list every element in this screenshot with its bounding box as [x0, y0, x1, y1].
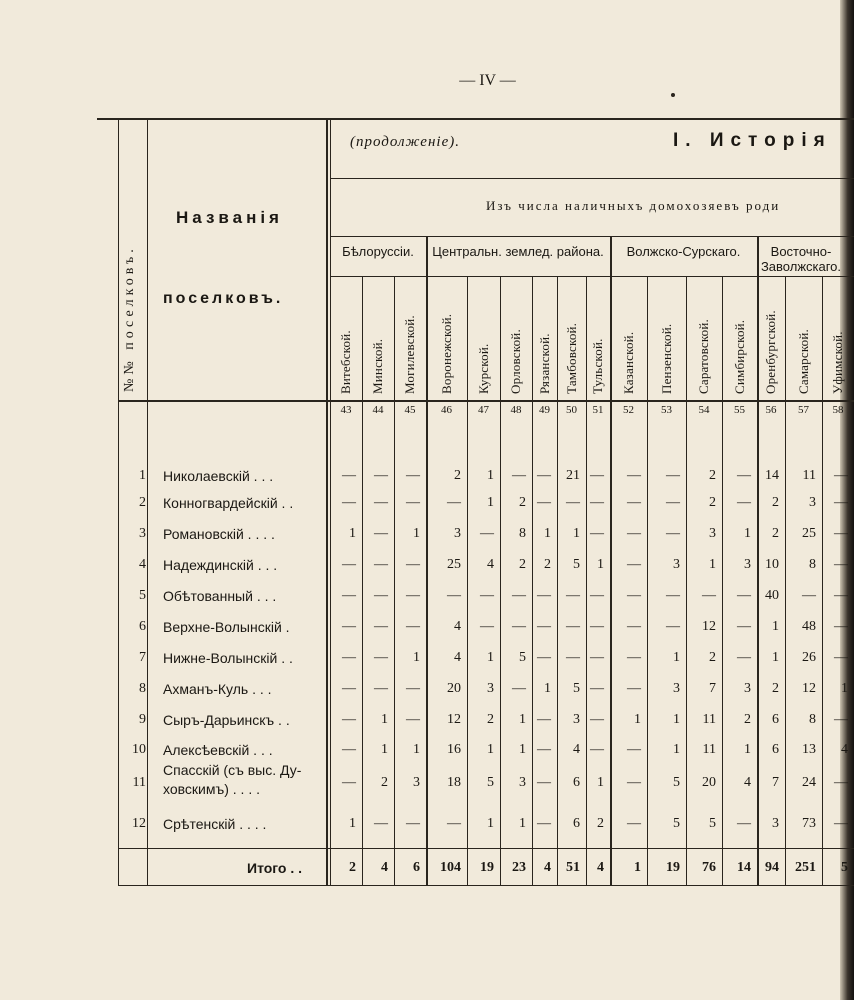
names-header-line2: поселковъ.: [163, 290, 284, 307]
table-cell: 8: [809, 712, 816, 727]
continued-label: (продолженіе).: [350, 134, 460, 150]
table-cell: —: [802, 588, 816, 603]
table-cell: —: [342, 495, 356, 510]
index-column-rule: [147, 118, 148, 885]
settlement-name: Нижне-Волынскій . .: [163, 650, 293, 666]
table-cell: 3: [709, 526, 716, 541]
province-column-header: Рязанской.: [536, 333, 552, 394]
table-cell: —: [737, 468, 751, 483]
table-cell: —: [342, 468, 356, 483]
total-cell: 51: [566, 860, 580, 875]
column-rule: [722, 276, 723, 885]
province-column-header: Саратовской.: [696, 319, 711, 394]
total-cell: 1: [634, 860, 641, 875]
subtitle: Изъ числа наличныхъ домохозяевъ роди: [486, 198, 781, 213]
table-cell: —: [537, 495, 551, 510]
row-index: 11: [132, 775, 146, 790]
table-cell: 6: [772, 742, 779, 757]
table-cell: 1: [487, 742, 494, 757]
table-cell: —: [627, 650, 641, 665]
table-cell: —: [480, 526, 494, 541]
table-cell: 1: [413, 650, 420, 665]
settlement-name-cont: ховскимъ) . . . .: [163, 781, 261, 797]
table-cell: 3: [573, 712, 580, 727]
table-cell: —: [406, 468, 420, 483]
table-cell: 26: [802, 650, 816, 665]
table-cell: —: [447, 495, 461, 510]
row-index: 7: [139, 650, 146, 665]
settlement-name: Верхне-Волынскій .: [163, 619, 290, 635]
table-cell: —: [406, 557, 420, 572]
table-cell: 20: [447, 681, 461, 696]
table-cell: —: [537, 650, 551, 665]
names-column-rule: [326, 118, 328, 885]
total-cell: 104: [440, 860, 461, 875]
column-number: 44: [372, 404, 384, 416]
page-number: — IV —: [459, 72, 516, 89]
table-cell: —: [834, 712, 848, 727]
table-cell: —: [374, 495, 388, 510]
table-cell: 5: [573, 681, 580, 696]
table-cell: 4: [487, 557, 494, 572]
column-number: 57: [798, 404, 809, 416]
table-bottom-rule: [118, 885, 854, 886]
column-rule: [362, 276, 363, 885]
table-cell: 73: [802, 816, 816, 831]
row-index: 10: [132, 742, 146, 757]
table-cell: 2: [772, 526, 779, 541]
table-cell: 20: [702, 775, 716, 790]
table-cell: —: [374, 526, 388, 541]
table-cell: 3: [519, 775, 526, 790]
table-cell: —: [537, 742, 551, 757]
table-cell: —: [374, 650, 388, 665]
total-cell: 19: [480, 860, 494, 875]
row-index: 3: [139, 526, 146, 541]
table-cell: —: [342, 775, 356, 790]
table-cell: —: [480, 619, 494, 634]
table-cell: —: [834, 526, 848, 541]
table-cell: —: [627, 557, 641, 572]
settlement-name: Алексѣевскій . . .: [163, 742, 273, 758]
table-cell: 25: [447, 557, 461, 572]
province-column-header: Витебской.: [338, 330, 353, 394]
table-cell: 1: [519, 712, 526, 727]
table-cell: 2: [597, 816, 604, 831]
settlement-name: Николаевскій . . .: [163, 468, 274, 484]
total-cell: 4: [544, 860, 551, 875]
table-cell: 1: [544, 526, 551, 541]
province-column-header: Оренбургской.: [763, 310, 778, 394]
table-cell: —: [512, 468, 526, 483]
table-cell: 1: [634, 712, 641, 727]
table-cell: —: [566, 650, 580, 665]
table-cell: 7: [772, 775, 779, 790]
table-cell: —: [627, 588, 641, 603]
table-cell: 10: [765, 557, 779, 572]
table-cell: —: [447, 816, 461, 831]
settlement-name: Сыръ-Дарьинскъ . .: [163, 712, 290, 728]
table-cell: 2: [709, 468, 716, 483]
table-cell: 1: [597, 557, 604, 572]
province-column-header: Уфимской.: [830, 331, 845, 394]
table-cell: —: [512, 619, 526, 634]
settlement-name: Романовскій . . . .: [163, 526, 275, 542]
table-cell: 4: [454, 619, 461, 634]
table-cell: 40: [765, 588, 779, 603]
table-cell: —: [537, 588, 551, 603]
total-cell: 4: [381, 860, 388, 875]
table-cell: 6: [573, 775, 580, 790]
row-index: 2: [139, 495, 146, 510]
table-cell: 1: [349, 816, 356, 831]
column-rule: [467, 276, 468, 885]
table-cell: —: [374, 588, 388, 603]
table-cell: —: [834, 468, 848, 483]
table-cell: 6: [772, 712, 779, 727]
region-group-header: Центральн. землед. района.: [432, 244, 604, 259]
table-cell: 1: [744, 526, 751, 541]
table-cell: —: [627, 495, 641, 510]
total-cell: 23: [512, 860, 526, 875]
table-cell: —: [537, 775, 551, 790]
table-cell: 3: [772, 816, 779, 831]
table-cell: 13: [802, 742, 816, 757]
table-cell: —: [590, 712, 604, 727]
table-cell: 1: [413, 742, 420, 757]
table-cell: —: [406, 712, 420, 727]
column-number: 46: [441, 404, 452, 416]
table-cell: 1: [519, 742, 526, 757]
total-cell: 6: [413, 860, 420, 875]
table-cell: —: [834, 619, 848, 634]
table-cell: —: [406, 816, 420, 831]
table-cell: —: [374, 468, 388, 483]
table-cell: 11: [802, 468, 816, 483]
table-cell: —: [590, 495, 604, 510]
table-cell: —: [834, 650, 848, 665]
table-cell: —: [590, 619, 604, 634]
table-cell: 4: [573, 742, 580, 757]
column-number: 49: [539, 404, 550, 416]
province-column-header: Пензенской.: [658, 323, 674, 394]
table-cell: 1: [413, 526, 420, 541]
table-cell: —: [737, 495, 751, 510]
table-cell: 25: [802, 526, 816, 541]
total-cell: 14: [737, 860, 751, 875]
total-cell: 251: [795, 860, 816, 875]
table-cell: 3: [413, 775, 420, 790]
table-cell: 3: [487, 681, 494, 696]
table-cell: —: [342, 742, 356, 757]
table-cell: 2: [772, 681, 779, 696]
row-index: 4: [139, 557, 146, 572]
table-cell: —: [342, 712, 356, 727]
table-cell: —: [374, 619, 388, 634]
table-cell: —: [566, 588, 580, 603]
table-cell: 2: [487, 712, 494, 727]
table-cell: —: [627, 526, 641, 541]
table-cell: 4: [841, 742, 848, 757]
table-cell: —: [590, 742, 604, 757]
province-column-header: Курской.: [475, 343, 491, 394]
table-cell: —: [737, 588, 751, 603]
table-cell: —: [627, 775, 641, 790]
table-cell: 1: [487, 650, 494, 665]
table-cell: 5: [519, 650, 526, 665]
table-cell: 12: [447, 712, 461, 727]
column-rule: [822, 276, 823, 885]
table-cell: —: [737, 816, 751, 831]
row-index: 1: [139, 468, 146, 483]
row-index: 12: [132, 816, 146, 831]
settlement-name: Срѣтенскій . . . .: [163, 816, 267, 832]
table-cell: 1: [772, 619, 779, 634]
table-cell: —: [342, 619, 356, 634]
table-cell: —: [447, 588, 461, 603]
table-top-rule: [97, 118, 854, 120]
province-column-header: Тамбовской.: [563, 322, 579, 394]
header-bottom-rule: [118, 400, 854, 402]
table-cell: 2: [709, 495, 716, 510]
column-rule: [394, 276, 395, 885]
table-cell: 5: [673, 816, 680, 831]
table-cell: 1: [772, 650, 779, 665]
table-cell: —: [590, 681, 604, 696]
table-cell: 12: [802, 681, 816, 696]
table-cell: —: [512, 681, 526, 696]
table-cell: 24: [802, 775, 816, 790]
province-column-header: Казанской.: [620, 331, 636, 394]
table-cell: —: [834, 775, 848, 790]
region-group-header: Волжско-Сурскаго.: [626, 244, 741, 259]
table-cell: —: [834, 816, 848, 831]
table-cell: 12: [702, 619, 716, 634]
table-cell: —: [834, 557, 848, 572]
column-rule: [500, 276, 501, 885]
table-cell: 8: [809, 557, 816, 572]
column-rule: [532, 276, 533, 885]
table-cell: —: [566, 495, 580, 510]
settlement-name: Ахманъ-Куль . . .: [163, 681, 272, 697]
province-column-header: Могилевской.: [402, 315, 417, 394]
column-number: 47: [478, 404, 489, 416]
table-cell: 1: [487, 816, 494, 831]
table-cell: —: [666, 619, 680, 634]
column-number: 45: [404, 404, 416, 416]
table-cell: 11: [702, 742, 716, 757]
region-group-header: Восточно-Заволжскаго.: [760, 244, 842, 274]
table-cell: —: [342, 557, 356, 572]
total-cell: 4: [597, 860, 604, 875]
column-rule: [785, 276, 786, 885]
column-number: 43: [340, 404, 352, 416]
table-cell: 5: [573, 557, 580, 572]
table-cell: 3: [744, 681, 751, 696]
table-cell: —: [342, 650, 356, 665]
table-cell: —: [590, 588, 604, 603]
table-cell: —: [737, 619, 751, 634]
table-cell: 14: [765, 468, 779, 483]
table-cell: 5: [709, 816, 716, 831]
table-cell: 16: [447, 742, 461, 757]
table-cell: —: [342, 681, 356, 696]
province-column-header: Тульской.: [590, 338, 605, 394]
settlement-name: Спасскій (съ выс. Ду-: [163, 762, 302, 778]
table-cell: —: [406, 619, 420, 634]
table-cell: —: [512, 588, 526, 603]
table-cell: 1: [673, 712, 680, 727]
table-cell: 21: [566, 468, 580, 483]
table-cell: 2: [744, 712, 751, 727]
total-top-rule: [118, 848, 854, 849]
total-label: Итого . .: [247, 860, 303, 876]
province-column-header: Самарской.: [795, 329, 811, 394]
table-cell: —: [374, 816, 388, 831]
table-cell: 1: [673, 742, 680, 757]
column-number: 56: [765, 404, 777, 416]
region-group-header: Бѣлоруссіи.: [342, 244, 414, 259]
table-cell: 4: [744, 775, 751, 790]
table-cell: 3: [744, 557, 751, 572]
column-rule: [686, 276, 687, 885]
table-cell: 2: [709, 650, 716, 665]
table-cell: —: [627, 816, 641, 831]
column-number: 55: [734, 404, 745, 416]
settlement-name: Конногвардейскій . .: [163, 495, 294, 511]
table-cell: 2: [381, 775, 388, 790]
table-cell: 1: [519, 816, 526, 831]
table-cell: 1: [544, 681, 551, 696]
table-cell: 1: [381, 712, 388, 727]
table-cell: 3: [809, 495, 816, 510]
subtitle-rule: [330, 178, 854, 179]
table-cell: —: [590, 526, 604, 541]
table-cell: —: [537, 468, 551, 483]
settlement-name: Надеждинскій . . .: [163, 557, 278, 573]
column-number: 50: [566, 404, 577, 416]
table-cell: —: [702, 588, 716, 603]
table-cell: —: [627, 681, 641, 696]
table-cell: —: [627, 742, 641, 757]
table-cell: 2: [544, 557, 551, 572]
total-cell: 2: [349, 860, 356, 875]
table-cell: —: [590, 650, 604, 665]
column-number: 51: [592, 404, 604, 416]
table-cell: —: [406, 588, 420, 603]
table-cell: 1: [673, 650, 680, 665]
table-cell: —: [480, 588, 494, 603]
table-cell: —: [537, 619, 551, 634]
table-cell: —: [342, 588, 356, 603]
table-cell: 1: [597, 775, 604, 790]
row-index: 9: [139, 712, 146, 727]
table-cell: 48: [802, 619, 816, 634]
province-column-header: Симбирской.: [731, 319, 747, 394]
table-cell: 18: [447, 775, 461, 790]
table-cell: —: [666, 468, 680, 483]
table-cell: —: [406, 681, 420, 696]
table-cell: 6: [573, 816, 580, 831]
column-rule: [586, 276, 587, 885]
names-header-line1: Названія: [176, 208, 283, 227]
table-cell: 1: [487, 495, 494, 510]
row-number-header: №№ поселковъ.: [122, 245, 137, 392]
table-cell: 5: [487, 775, 494, 790]
table-cell: 1: [349, 526, 356, 541]
table-cell: —: [666, 495, 680, 510]
table-cell: —: [627, 619, 641, 634]
table-cell: —: [666, 588, 680, 603]
table-cell: 1: [841, 681, 848, 696]
column-number: 52: [623, 404, 634, 416]
table-cell: 11: [702, 712, 716, 727]
table-cell: 2: [519, 557, 526, 572]
table-cell: 2: [519, 495, 526, 510]
table-cell: —: [537, 816, 551, 831]
province-column-header: Минской.: [370, 338, 385, 394]
settlement-name: Обѣтованный . . .: [163, 588, 277, 604]
table-cell: 3: [673, 681, 680, 696]
table-cell: 1: [573, 526, 580, 541]
total-cell: 5: [841, 860, 848, 875]
province-column-header: Орловской.: [508, 329, 523, 394]
table-cell: 2: [454, 468, 461, 483]
column-number: 54: [698, 404, 710, 416]
groups-bottom-rule: [330, 276, 854, 277]
table-cell: 3: [454, 526, 461, 541]
table-cell: —: [737, 650, 751, 665]
column-rule: [557, 276, 558, 885]
total-cell: 19: [666, 860, 680, 875]
column-number: 48: [510, 404, 522, 416]
table-cell: 3: [673, 557, 680, 572]
table-cell: —: [406, 495, 420, 510]
groups-top-rule: [330, 236, 854, 237]
row-index: 8: [139, 681, 146, 696]
table-cell: 5: [673, 775, 680, 790]
table-cell: 1: [487, 468, 494, 483]
table-cell: —: [374, 557, 388, 572]
table-cell: —: [834, 588, 848, 603]
table-cell: 8: [519, 526, 526, 541]
column-number: 58: [832, 404, 844, 416]
table-cell: 1: [381, 742, 388, 757]
table-cell: —: [627, 468, 641, 483]
table-cell: 7: [709, 681, 716, 696]
table-cell: —: [590, 468, 604, 483]
table-cell: 1: [744, 742, 751, 757]
province-column-header: Воронежской.: [438, 313, 454, 394]
table-cell: 2: [772, 495, 779, 510]
row-index: 5: [139, 588, 146, 603]
table-cell: —: [834, 495, 848, 510]
column-number: 53: [661, 404, 672, 416]
column-rule: [647, 276, 648, 885]
table-cell: —: [666, 526, 680, 541]
total-cell: 76: [702, 860, 716, 875]
row-index: 6: [139, 619, 146, 634]
table-cell: 1: [709, 557, 716, 572]
section-title: I. Исторія: [673, 130, 832, 151]
table-cell: 4: [454, 650, 461, 665]
table-cell: —: [374, 681, 388, 696]
total-cell: 94: [765, 860, 779, 875]
table-cell: —: [537, 712, 551, 727]
table-cell: —: [566, 619, 580, 634]
